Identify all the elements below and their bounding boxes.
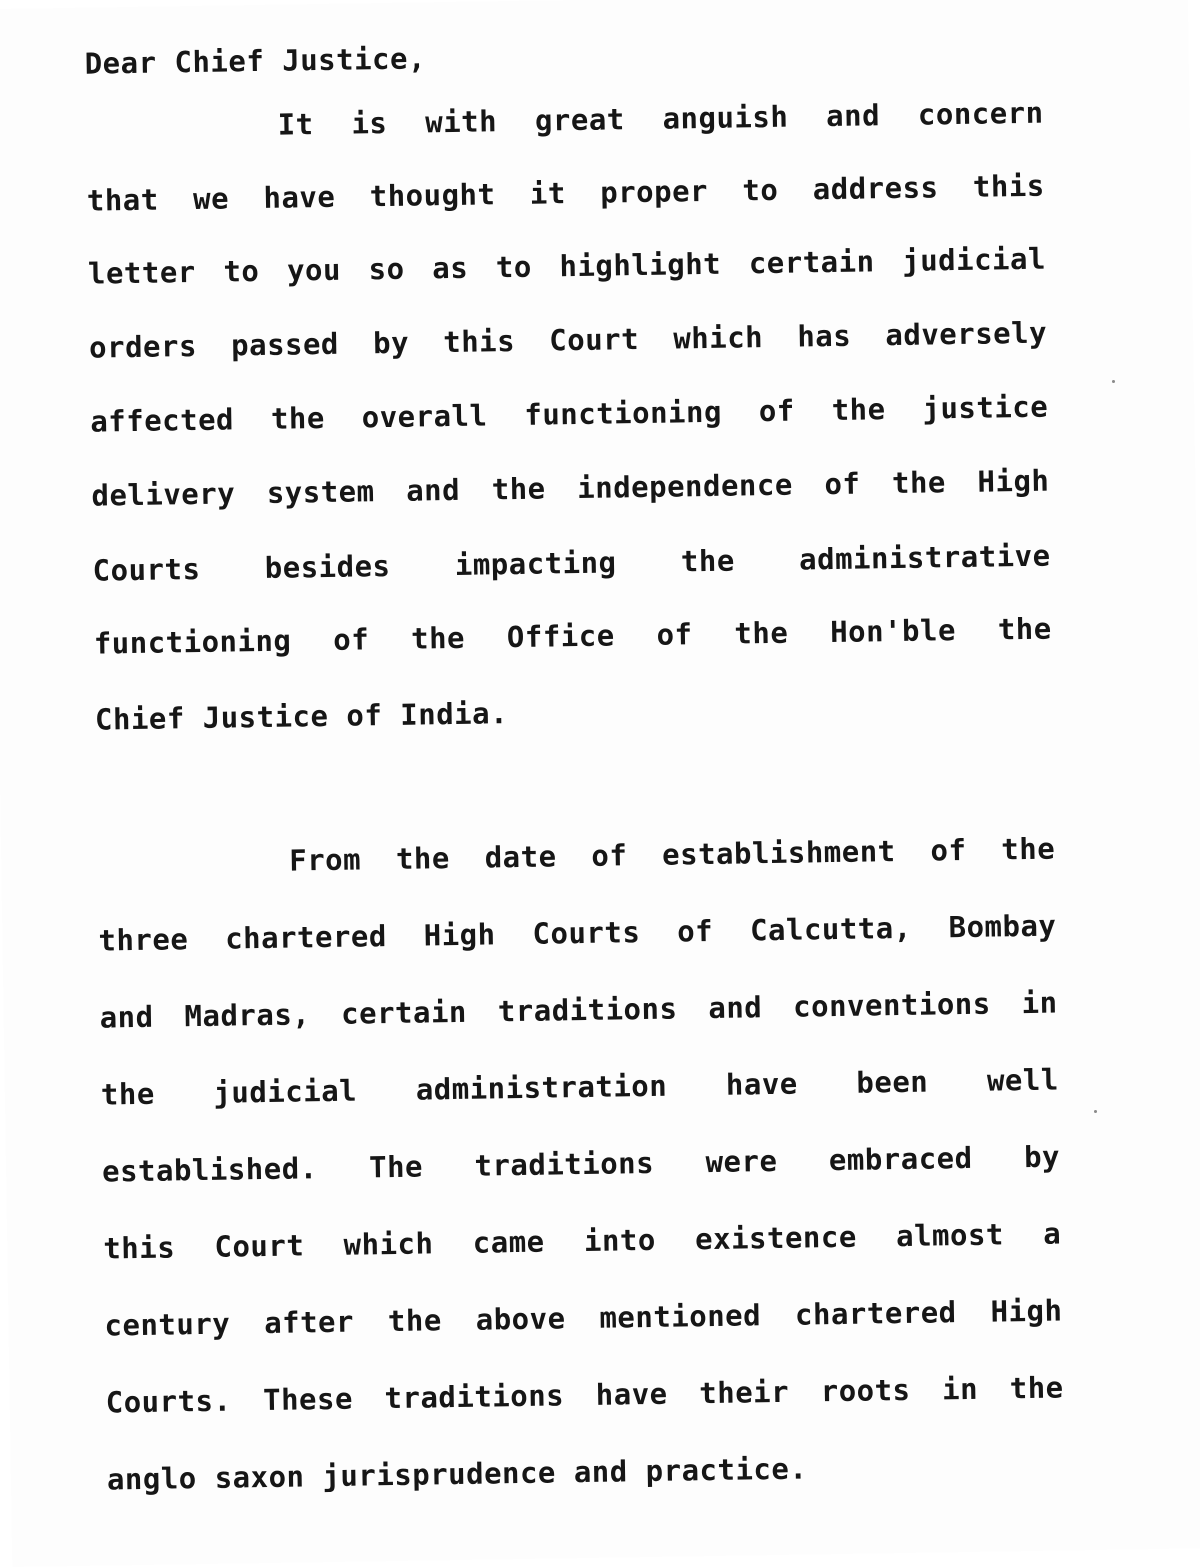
paragraph-2-line-3: and Madras, certain traditions and conventions in xyxy=(99,985,1058,1035)
paragraph-2-line-9: anglo saxon jurisprudence and practice. xyxy=(106,1451,808,1497)
paragraph-2-line-7: century after the above mentioned chartered High xyxy=(104,1293,1063,1343)
paragraph-2-line-5: established. The traditions were embraced by xyxy=(101,1139,1061,1189)
paragraph-1-line-9: Chief Justice of India. xyxy=(94,696,509,737)
scan-speck xyxy=(1094,1110,1097,1113)
paragraph-1-line-4: orders passed by this Court which has adversely xyxy=(88,315,1048,365)
paragraph-2-line-1: From the date of establishment of the xyxy=(288,831,1056,878)
paragraph-1-line-6: delivery system and the independence of the High xyxy=(91,463,1050,513)
paragraph-1-line-5: affected the overall functioning of the justice xyxy=(90,389,1049,439)
salutation: Dear Chief Justice, xyxy=(84,41,427,81)
paragraph-1-line-2: that we have thought it proper to address this xyxy=(86,168,1045,218)
paragraph-1-line-3: letter to you so as to highlight certain judicial xyxy=(87,241,1047,291)
paragraph-1-line-7: Courts besides impacting the administrative xyxy=(92,538,1051,588)
paragraph-2-line-8: Courts. These traditions have their roots in the xyxy=(105,1370,1064,1420)
paragraph-1-line-1: It is with great anguish and concern xyxy=(277,95,1044,142)
paragraph-2-line-2: three chartered High Courts of Calcutta, Bombay xyxy=(98,908,1057,958)
scan-speck xyxy=(1112,380,1115,383)
paragraph-2-line-4: the judicial administration have been well xyxy=(100,1062,1060,1112)
paragraph-1-line-8: functioning of the Office of the Hon'ble the xyxy=(93,611,1052,661)
paragraph-2-line-6: this Court which came into existence almost a xyxy=(103,1216,1062,1266)
